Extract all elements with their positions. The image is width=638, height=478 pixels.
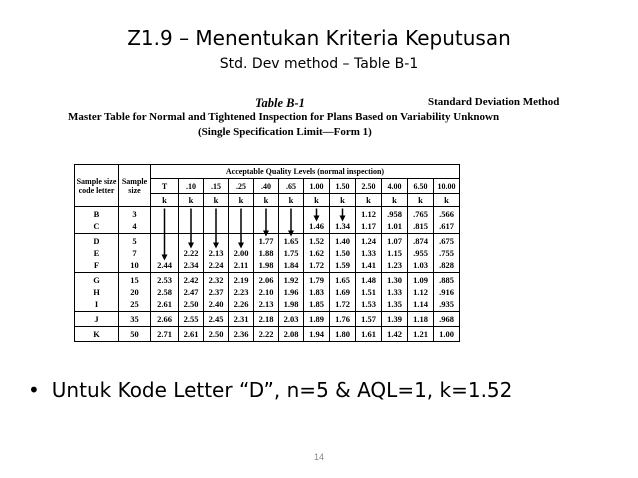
k-value-cell: 1.65 1.69 1.72 [330, 273, 356, 312]
k-value-cell: 2.22 [254, 327, 279, 342]
k-value-cell: 1.89 [304, 312, 330, 327]
k-value-cell [254, 207, 279, 234]
k-value-cell: 2.36 [229, 327, 254, 342]
code-letter-cell: G H I [75, 273, 119, 312]
table-row [75, 207, 460, 234]
k-value-cell: 1.46 [304, 207, 330, 234]
k-value-cell: .874 .955 1.03 [408, 234, 434, 273]
k-value-cell [151, 207, 179, 234]
aql-level-header: 1.50 [330, 179, 356, 194]
k-value-cell: 2.03 [279, 312, 304, 327]
aql-level-header: T [151, 179, 179, 194]
k-value-cell: 1.42 [382, 327, 408, 342]
bullet-point [28, 378, 512, 402]
k-value-cell: 2.45 [204, 312, 229, 327]
k-value-cell: 2.08 [279, 327, 304, 342]
k-value-cell: 2.19 2.23 2.26 [229, 273, 254, 312]
k-value-cell: 1.65 1.75 1.84 [279, 234, 304, 273]
k-value-cell: .968 [434, 312, 460, 327]
sample-size-cell: 15 20 25 [119, 273, 151, 312]
aql-level-header: 1.00 [304, 179, 330, 194]
aql-level-header: 10.00 [434, 179, 460, 194]
sample-size-cell: 3 4 [119, 207, 151, 234]
k-value-cell: 1.24 1.33 1.41 [356, 234, 382, 273]
k-label: k [179, 194, 204, 207]
code-letter-cell: J [75, 312, 119, 327]
table-caption-line1: Master Table for Normal and Tightened Inspection for Plans Based on Variability Unknown [68, 111, 500, 123]
k-value-cell [179, 207, 204, 234]
aql-level-header: 2.50 [356, 179, 382, 194]
k-label: k [151, 194, 179, 207]
k-value-cell: .958 1.01 [382, 207, 408, 234]
k-value-cell: 2.66 [151, 312, 179, 327]
k-value-cell: .885 .916 .935 [434, 273, 460, 312]
k-value-cell: 2.50 [204, 327, 229, 342]
k-value-cell [229, 207, 254, 234]
k-value-cell: 2.00 2.11 [229, 234, 254, 273]
aql-level-header: .10 [179, 179, 204, 194]
aql-level-header: 4.00 [382, 179, 408, 194]
k-value-cell: 2.22 2.34 [179, 234, 204, 273]
code-letter-cell: D E F [75, 234, 119, 273]
aql-level-header: .65 [279, 179, 304, 194]
table-row [75, 234, 460, 273]
slide-title: Z1.9 – Menentukan Kriteria Keputusan [127, 26, 511, 50]
sample-size-code-header: Sample size code letter [75, 165, 119, 207]
table-b1-scan [60, 92, 560, 362]
bullet-text: Untuk Kode Letter “D”, n=5 & AQL=1, k=1.52 [51, 378, 513, 402]
k-value-cell: 2.13 2.24 [204, 234, 229, 273]
k-value-cell [279, 207, 304, 234]
k-value-cell: 2.44 [151, 234, 179, 273]
k-label: k [382, 194, 408, 207]
k-value-cell: 1.48 1.51 1.53 [356, 273, 382, 312]
sample-size-cell: 35 [119, 312, 151, 327]
k-label: k [254, 194, 279, 207]
table-caption-line2: (Single Specification Limit—Form 1) [198, 126, 372, 138]
k-value-cell: 2.53 2.58 2.61 [151, 273, 179, 312]
k-value-cell: .675 .755 .828 [434, 234, 460, 273]
k-value-cell: 1.94 [304, 327, 330, 342]
k-label: k [204, 194, 229, 207]
k-value-cell: 1.39 [382, 312, 408, 327]
aql-level-header: .40 [254, 179, 279, 194]
k-value-cell [204, 207, 229, 234]
k-label: k [408, 194, 434, 207]
k-value-cell: 1.92 1.96 1.98 [279, 273, 304, 312]
k-value-cell: 2.42 2.47 2.50 [179, 273, 204, 312]
k-value-cell: 1.12 1.17 [356, 207, 382, 234]
master-table [74, 164, 460, 342]
k-value-cell: 1.79 1.83 1.85 [304, 273, 330, 312]
k-value-cell: 1.09 1.12 1.14 [408, 273, 434, 312]
k-label: k [229, 194, 254, 207]
slide-subtitle: Std. Dev method – Table B-1 [219, 56, 419, 72]
k-value-cell: 2.61 [179, 327, 204, 342]
k-value-cell: 1.80 [330, 327, 356, 342]
bullet-dot-icon: • [28, 378, 40, 402]
table-name: Table B-1 [255, 96, 305, 110]
table-row [75, 273, 460, 312]
k-value-cell: 2.31 [229, 312, 254, 327]
sample-size-cell: 5 7 10 [119, 234, 151, 273]
k-value-cell: 1.30 1.33 1.35 [382, 273, 408, 312]
k-value-cell: 1.52 1.62 1.72 [304, 234, 330, 273]
k-value-cell: .765 .815 [408, 207, 434, 234]
k-value-cell: 1.77 1.88 1.98 [254, 234, 279, 273]
k-label: k [330, 194, 356, 207]
k-value-cell: 2.06 2.10 2.13 [254, 273, 279, 312]
aql-header: Acceptable Quality Levels (normal inspection) [151, 165, 460, 179]
aql-level-header: 6.50 [408, 179, 434, 194]
aql-level-header: .15 [204, 179, 229, 194]
k-value-cell: 1.76 [330, 312, 356, 327]
k-value-cell: 2.18 [254, 312, 279, 327]
k-value-cell: 1.18 [408, 312, 434, 327]
k-value-cell: 2.71 [151, 327, 179, 342]
k-value-cell: 1.07 1.15 1.23 [382, 234, 408, 273]
k-label: k [279, 194, 304, 207]
k-value-cell: 1.21 [408, 327, 434, 342]
k-value-cell: 1.40 1.50 1.59 [330, 234, 356, 273]
k-value-cell: 1.00 [434, 327, 460, 342]
table-row [75, 312, 460, 327]
table-row [75, 327, 460, 342]
table-method: Standard Deviation Method [428, 96, 560, 108]
page-number: 14 [313, 452, 324, 462]
sample-size-header: Sample size [119, 165, 151, 207]
k-value-cell: .566 .617 [434, 207, 460, 234]
k-label: k [434, 194, 460, 207]
k-value-cell: 2.55 [179, 312, 204, 327]
aql-level-header: .25 [229, 179, 254, 194]
k-label: k [356, 194, 382, 207]
k-value-cell: 1.34 [330, 207, 356, 234]
code-letter-cell: K [75, 327, 119, 342]
k-label: k [304, 194, 330, 207]
k-value-cell: 1.57 [356, 312, 382, 327]
code-letter-cell: B C [75, 207, 119, 234]
sample-size-cell: 50 [119, 327, 151, 342]
k-value-cell: 2.32 2.37 2.40 [204, 273, 229, 312]
k-value-cell: 1.61 [356, 327, 382, 342]
